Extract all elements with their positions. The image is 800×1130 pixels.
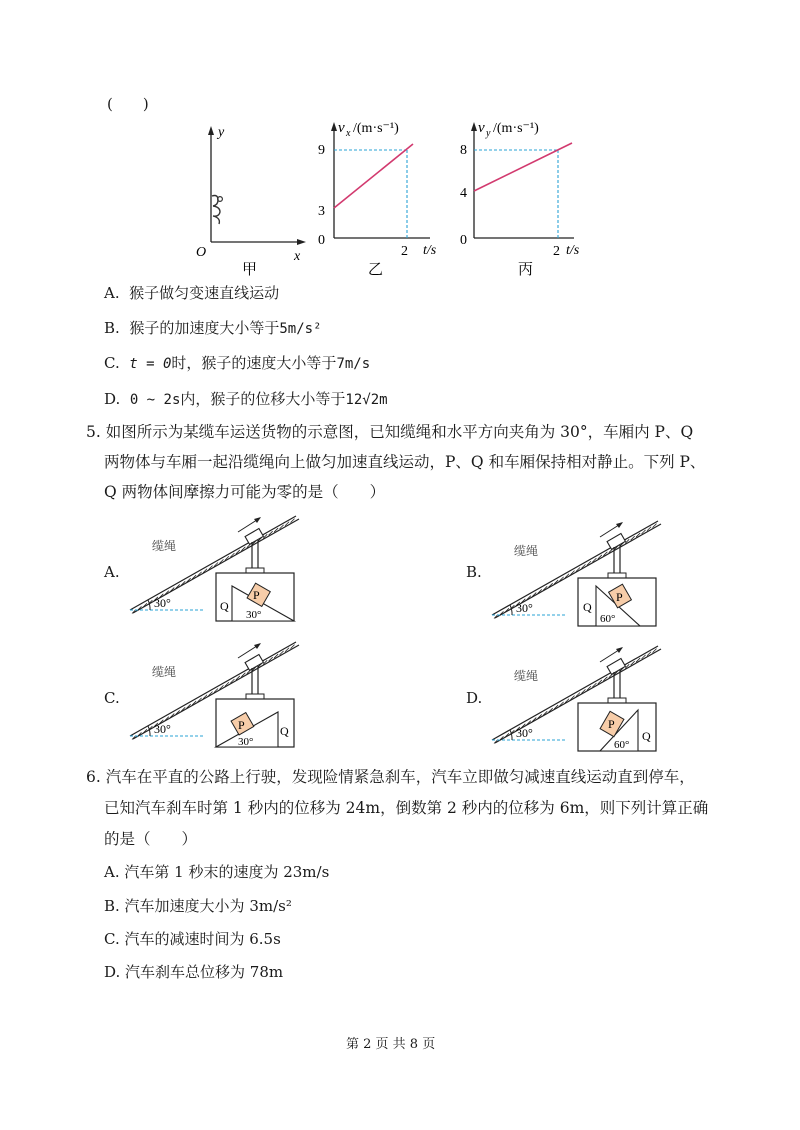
yi-y-sub: x <box>346 128 351 139</box>
cable-angle-label: 30° <box>516 726 533 740</box>
motion-arrowhead <box>616 647 623 653</box>
page-footer: 第 2 页 共 8 页 <box>346 1037 436 1052</box>
trolley <box>245 529 263 545</box>
inner-angle-label: 30° <box>238 736 254 748</box>
q4-option-c-math: 7m/s <box>336 356 371 372</box>
q5-option-b-letter[interactable]: B. <box>466 563 482 581</box>
cable-label: 缆绳 <box>514 669 539 683</box>
yi-tick-x2: 2 <box>401 244 408 259</box>
q6-option-c[interactable]: C. 汽车的减速时间为 6.5s <box>104 930 281 948</box>
bing-y-unit: /(m·s⁻¹) <box>493 121 539 136</box>
q5-option-a-letter[interactable]: A. <box>104 563 120 581</box>
q6-stem-line3: 的是（ ） <box>104 830 198 848</box>
q4-option-b[interactable] <box>104 317 322 338</box>
q6-option-a[interactable]: A. 汽车第 1 秒末的速度为 23m/s <box>104 863 330 881</box>
jia-caption: 甲 <box>242 262 258 278</box>
bing-tick-0: 0 <box>460 233 467 248</box>
q4-option-a-text: 猴子做匀变速直线运动 <box>129 284 280 302</box>
q5-stem-line2: 两物体与车厢一起沿缆绳向上做匀加速直线运动，P、Q 和车厢保持相对静止。下列 P、 <box>104 453 706 471</box>
cable-angle-label: 30° <box>154 596 171 610</box>
motion-arrowhead <box>616 522 623 528</box>
q4-option-b-letter: B. <box>104 319 120 337</box>
block-p-label: P <box>253 588 260 602</box>
cable-angle-label: 30° <box>516 601 533 615</box>
q5-diagram-a <box>128 510 303 625</box>
yi-y-label: v <box>338 120 345 136</box>
q5-diagram-d <box>490 640 665 755</box>
q4-option-d-text: 内，猴子的位移大小等于 <box>180 390 346 408</box>
q5-stem-line1: 5. 如图所示为某缆车运送货物的示意图，已知缆绳和水平方向夹角为 30°，车厢内 P、Q <box>86 423 694 441</box>
q4-option-c-letter: C. <box>104 354 120 372</box>
trolley <box>607 659 625 675</box>
block-p-label: P <box>608 717 615 731</box>
q4-option-d[interactable] <box>104 388 388 409</box>
bing-tick-8: 8 <box>460 143 467 158</box>
block-p-label: P <box>238 718 245 732</box>
monkey-icon <box>212 196 222 225</box>
bing-tick-4: 4 <box>460 186 467 201</box>
q6-stem-line2: 已知汽车刹车时第 1 秒内的位移为 24m，倒数第 2 秒内的位移为 6m，则下列计算正确 <box>104 799 709 817</box>
q4-option-c[interactable] <box>104 352 370 373</box>
q6-option-d[interactable]: D. 汽车刹车总位移为 78m <box>104 963 284 981</box>
q4-option-d-math-pre: 0 ~ 2s <box>129 392 181 408</box>
wedge-q-label: Q <box>642 729 651 743</box>
q5-diagram-b <box>490 515 665 630</box>
hanger-clamp <box>608 698 626 703</box>
trolley <box>607 534 625 550</box>
hanger-clamp <box>246 694 264 699</box>
q4-answer-paren: ( ) <box>107 95 149 113</box>
yi-caption: 乙 <box>368 262 384 278</box>
q4-option-d-letter: D. <box>104 390 121 408</box>
cable-label: 缆绳 <box>514 544 539 558</box>
jia-y-label: y <box>218 125 225 140</box>
inner-angle-label: 60° <box>614 739 630 751</box>
q5-stem-line3: Q 两物体间摩擦力可能为零的是（ ） <box>104 483 386 501</box>
graph-bing <box>452 112 597 280</box>
q5-diagram-c <box>128 636 303 751</box>
q5-option-d-letter[interactable]: D. <box>466 689 483 707</box>
cable-label: 缆绳 <box>152 539 177 553</box>
jia-y-arrow <box>208 126 214 135</box>
q4-option-c-math-pre: t = 0 <box>129 356 172 372</box>
q6-option-b[interactable]: B. 汽车加速度大小为 3m/s² <box>104 897 292 915</box>
graph-yi <box>312 112 452 280</box>
wedge-q-label: Q <box>220 599 229 613</box>
yi-x-label: t/s <box>423 243 437 258</box>
wedge-q-label: Q <box>280 724 289 738</box>
motion-arrowhead <box>254 517 261 523</box>
cable-angle-label: 30° <box>154 722 171 736</box>
hanger-clamp <box>608 573 626 578</box>
yi-tick-9: 9 <box>318 143 325 158</box>
yi-tick-0: 0 <box>318 233 325 248</box>
q4-option-d-math: 12√2m <box>345 392 388 408</box>
q4-option-b-text: 猴子的加速度大小等于 <box>129 319 280 337</box>
q5-option-c-letter[interactable]: C. <box>104 689 120 707</box>
graph-jia <box>190 118 315 278</box>
bing-y-sub: y <box>486 128 491 139</box>
wedge-q-label: Q <box>583 600 592 614</box>
yi-series-line <box>334 144 413 208</box>
q4-option-a-letter: A. <box>104 284 120 302</box>
cable-label: 缆绳 <box>152 665 177 679</box>
bing-tick-x2: 2 <box>553 244 560 259</box>
bing-y-label: v <box>478 120 485 136</box>
motion-arrowhead <box>254 643 261 649</box>
bing-x-label: t/s <box>566 243 580 258</box>
q6-stem-line1: 6. 汽车在平直的公路上行驶，发现险情紧急刹车，汽车立即做匀减速直线运动直到停车， <box>86 768 695 786</box>
inner-angle-label: 60° <box>600 613 616 625</box>
inner-angle-label: 30° <box>246 609 262 621</box>
hanger-clamp <box>246 568 264 573</box>
jia-x-arrow <box>297 239 306 245</box>
q4-option-b-math: 5m/s² <box>279 321 322 337</box>
q4-option-a[interactable] <box>104 282 279 303</box>
jia-x-label: x <box>294 249 301 264</box>
block-p-label: P <box>616 590 623 604</box>
bing-caption: 丙 <box>518 262 534 278</box>
bing-series-line <box>474 143 572 191</box>
yi-tick-3: 3 <box>318 204 325 219</box>
trolley <box>245 655 263 671</box>
jia-origin: O <box>196 245 207 260</box>
q4-option-c-text: 时，猴子的速度大小等于 <box>171 354 337 372</box>
yi-y-unit: /(m·s⁻¹) <box>353 121 399 136</box>
